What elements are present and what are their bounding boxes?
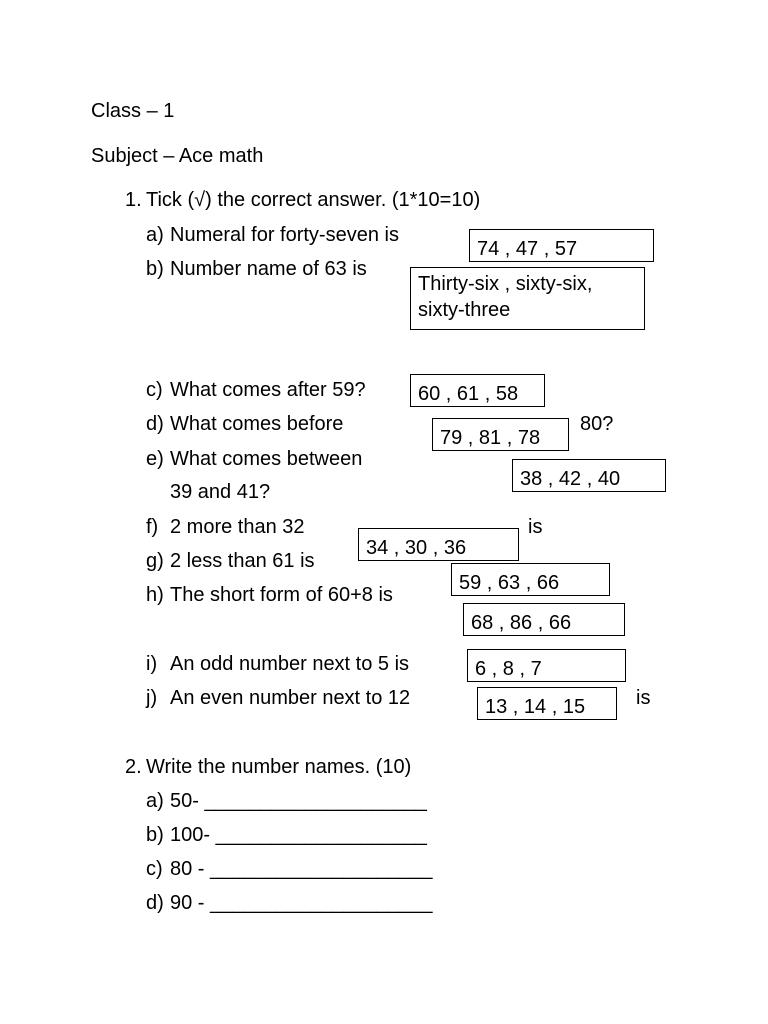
q2-c-marker: c): [146, 858, 163, 880]
q1-d-options-box: 79 , 81 , 78: [432, 418, 569, 451]
q1-b-options-line1: Thirty-six , sixty-six,: [418, 273, 593, 295]
q1-h-options-box: 59 , 63 , 66: [451, 563, 610, 596]
q2-d-text: 90 - ____________________: [170, 892, 433, 914]
q1-d-text: What comes before: [170, 413, 344, 435]
subject-line: Subject – Ace math: [91, 145, 264, 167]
q1-i-marker: i): [146, 653, 158, 675]
q1-i-options-box: 6 , 8 , 7: [467, 649, 626, 682]
q1-f-text: 2 more than 32: [170, 516, 305, 538]
q1-g-text: 2 less than 61 is: [170, 550, 315, 572]
q1-j-suffix: is: [636, 687, 651, 709]
q1-b-text: Number name of 63 is: [170, 258, 367, 280]
q1-a-marker: a): [146, 224, 164, 246]
q2-b-text: 100- ___________________: [170, 824, 427, 846]
q2-c-text: 80 - ____________________: [170, 858, 433, 880]
q1-c-text: What comes after 59?: [170, 379, 366, 401]
q1-f-suffix: is: [528, 516, 543, 538]
q1-g-options-box: 34 , 30 , 36: [358, 528, 519, 561]
question-2-title: Write the number names. (10): [146, 756, 412, 778]
q1-e-options-box: 38 , 42 , 40: [512, 459, 666, 492]
q1-a-options-box: 74 , 47 , 57: [469, 229, 654, 262]
q2-a-text: 50- ____________________: [170, 790, 427, 812]
q1-d-suffix: 80?: [580, 413, 614, 435]
q1-j-text: An even number next to 12: [170, 687, 411, 709]
q1-g-marker: g): [146, 550, 164, 572]
q1-j-options-box: 13 , 14 , 15: [477, 687, 617, 720]
q2-d-marker: d): [146, 892, 164, 914]
class-line: Class – 1: [91, 100, 175, 122]
q1-a-text: Numeral for forty-seven is: [170, 224, 399, 246]
q1-b-options-line2: sixty-three: [418, 299, 511, 321]
question-2-number: 2.: [125, 756, 142, 778]
q1-j-marker: j): [146, 687, 158, 709]
q1-c-options-box: 60 , 61 , 58: [410, 374, 545, 407]
question-1-number: 1.: [125, 189, 142, 211]
q1-h-text: The short form of 60+8 is: [170, 584, 393, 606]
q1-b-marker: b): [146, 258, 164, 280]
q1-i-text: An odd number next to 5 is: [170, 653, 410, 675]
q1-d-marker: d): [146, 413, 164, 435]
q1-e-marker: e): [146, 448, 164, 470]
q1-b-options-box: [410, 267, 645, 330]
question-1-title: Tick (√) the correct answer. (1*10=10): [146, 189, 481, 211]
q2-b-marker: b): [146, 824, 164, 846]
q1-e-text: What comes between: [170, 448, 363, 470]
q2-a-marker: a): [146, 790, 164, 812]
q1-h-extra-options-box: 68 , 86 , 66: [463, 603, 625, 636]
q1-f-marker: f): [146, 516, 159, 538]
q1-c-marker: c): [146, 379, 163, 401]
q1-h-marker: h): [146, 584, 164, 606]
q1-e-text-line2: 39 and 41?: [170, 481, 271, 503]
